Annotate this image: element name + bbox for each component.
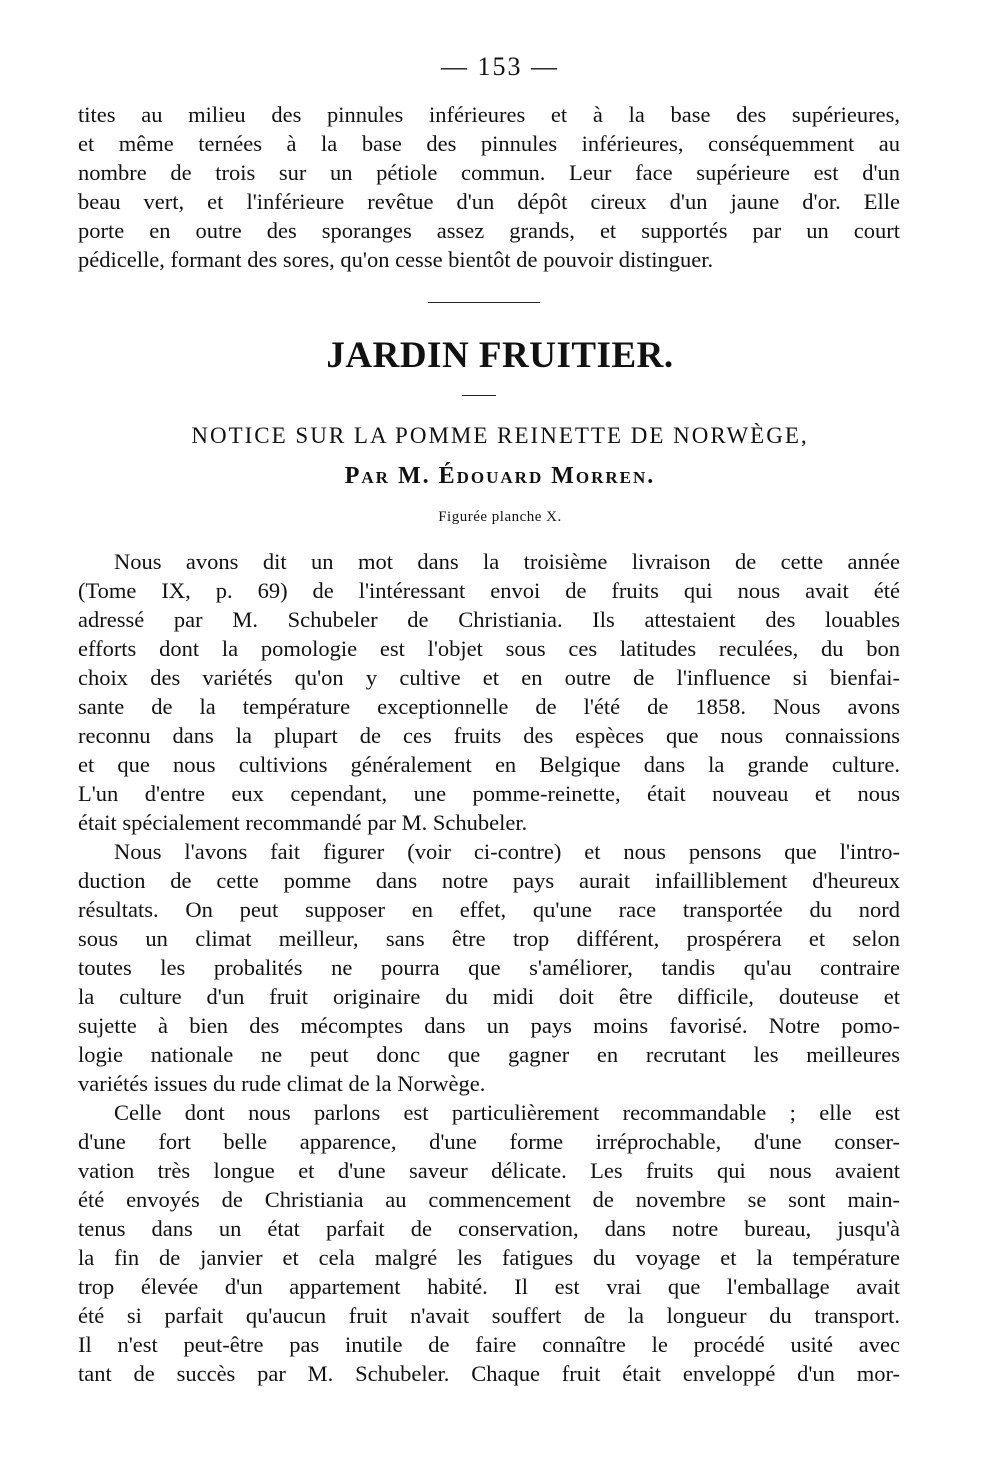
text-line: pédicelle, formant des sores, qu'on cesse bientôt de pouvoir distinguer. (78, 247, 714, 272)
text-line: la culture d'un fruit originaire du midi doit être difficile, douteuse et (78, 984, 900, 1009)
text-line: tites au milieu des pinnules inférieures et à la base des supérieures, (78, 102, 900, 127)
text-line: d'une fort belle apparence, d'une forme irréprochable, d'une conser- (78, 1129, 900, 1154)
text-line: été envoyés de Christiania au commencement de novembre se sont main- (78, 1187, 900, 1212)
text-line: sous un climat meilleur, sans être trop différent, prospérera et selon (78, 926, 900, 951)
top-paragraph (78, 100, 900, 274)
text-line: duction de cette pomme dans notre pays aurait infailliblement d'heureux (78, 868, 900, 893)
text-line: vation très longue et d'une saveur délicate. Les fruits qui nous avaient (78, 1158, 900, 1183)
text-line: tant de succès par M. Schubeler. Chaque fruit était enveloppé d'un mor- (78, 1361, 900, 1386)
article-subtitle: NOTICE SUR LA POMME REINETTE DE NORWÈGE, (191, 423, 809, 448)
article-author: Par M. Édouard Morren. (344, 463, 656, 489)
text-line: choix des variétés qu'on y cultive et en outre de l'influence si bienfai- (78, 665, 900, 690)
figure-note: Figurée planche X. (438, 509, 562, 525)
text-line: résultats. On peut supposer en effet, qu'une race transportée du nord (78, 897, 900, 922)
text-line: variétés issues du rude climat de la Norwège. (78, 1071, 486, 1096)
text-line: tenus dans un état parfait de conservation, dans notre bureau, jusqu'à (78, 1216, 900, 1241)
page-number: — 153 — (441, 52, 559, 81)
text-line: porte en outre des sporanges assez grands, et supportés par un court (78, 218, 900, 243)
title-underline (462, 395, 496, 396)
body-text (78, 547, 900, 1388)
text-line: Nous avons dit un mot dans la troisième livraison de cette année (114, 549, 900, 574)
section-title: JARDIN FRUITIER. (326, 335, 674, 376)
text-line: et même ternées à la base des pinnules inférieures, conséquemment au (78, 131, 900, 156)
text-line: Il n'est peut-être pas inutile de faire connaître le procédé usité avec (78, 1332, 900, 1357)
text-line: beau vert, et l'inférieure revêtue d'un dépôt cireux d'un jaune d'or. Elle (78, 189, 900, 214)
text-line: Nous l'avons fait figurer (voir ci-contre) et nous pensons que l'intro- (114, 839, 900, 864)
text-line: toutes les probalités ne pourra que s'améliorer, tandis qu'au contraire (78, 955, 900, 980)
text-line: efforts dont la pomologie est l'objet sous ces latitudes reculées, du bon (78, 636, 900, 661)
text-line: logie nationale ne peut donc que gagner en recrutant les meilleures (78, 1042, 900, 1067)
section-divider (428, 302, 540, 303)
text-line: était spécialement recommandé par M. Schubeler. (78, 810, 528, 835)
text-line: sujette à bien des mécomptes dans un pays moins favorisé. Notre pomo- (78, 1013, 900, 1038)
text-line: Celle dont nous parlons est particulièrement recommandable ; elle est (114, 1100, 900, 1125)
text-line: la fin de janvier et cela malgré les fatigues du voyage et la température (78, 1245, 900, 1270)
text-line: reconnu dans la plupart de ces fruits des espèces que nous connaissions (78, 723, 900, 748)
text-line: sante de la température exceptionnelle de l'été de 1858. Nous avons (78, 694, 900, 719)
text-line: trop élevée d'un appartement habité. Il est vrai que l'emballage avait (78, 1274, 900, 1299)
text-line: été si parfait qu'aucun fruit n'avait souffert de la longueur du transport. (78, 1303, 900, 1328)
text-line: adressé par M. Schubeler de Christiania. Ils attestaient des louables (78, 607, 900, 632)
text-line: L'un d'entre eux cependant, une pomme-reinette, était nouveau et nous (78, 781, 900, 806)
text-line: (Tome IX, p. 69) de l'intéressant envoi de fruits qui nous avait été (78, 578, 900, 603)
text-line: et que nous cultivions généralement en Belgique dans la grande culture. (78, 752, 900, 777)
text-line: nombre de trois sur un pétiole commun. Leur face supérieure est d'un (78, 160, 900, 185)
